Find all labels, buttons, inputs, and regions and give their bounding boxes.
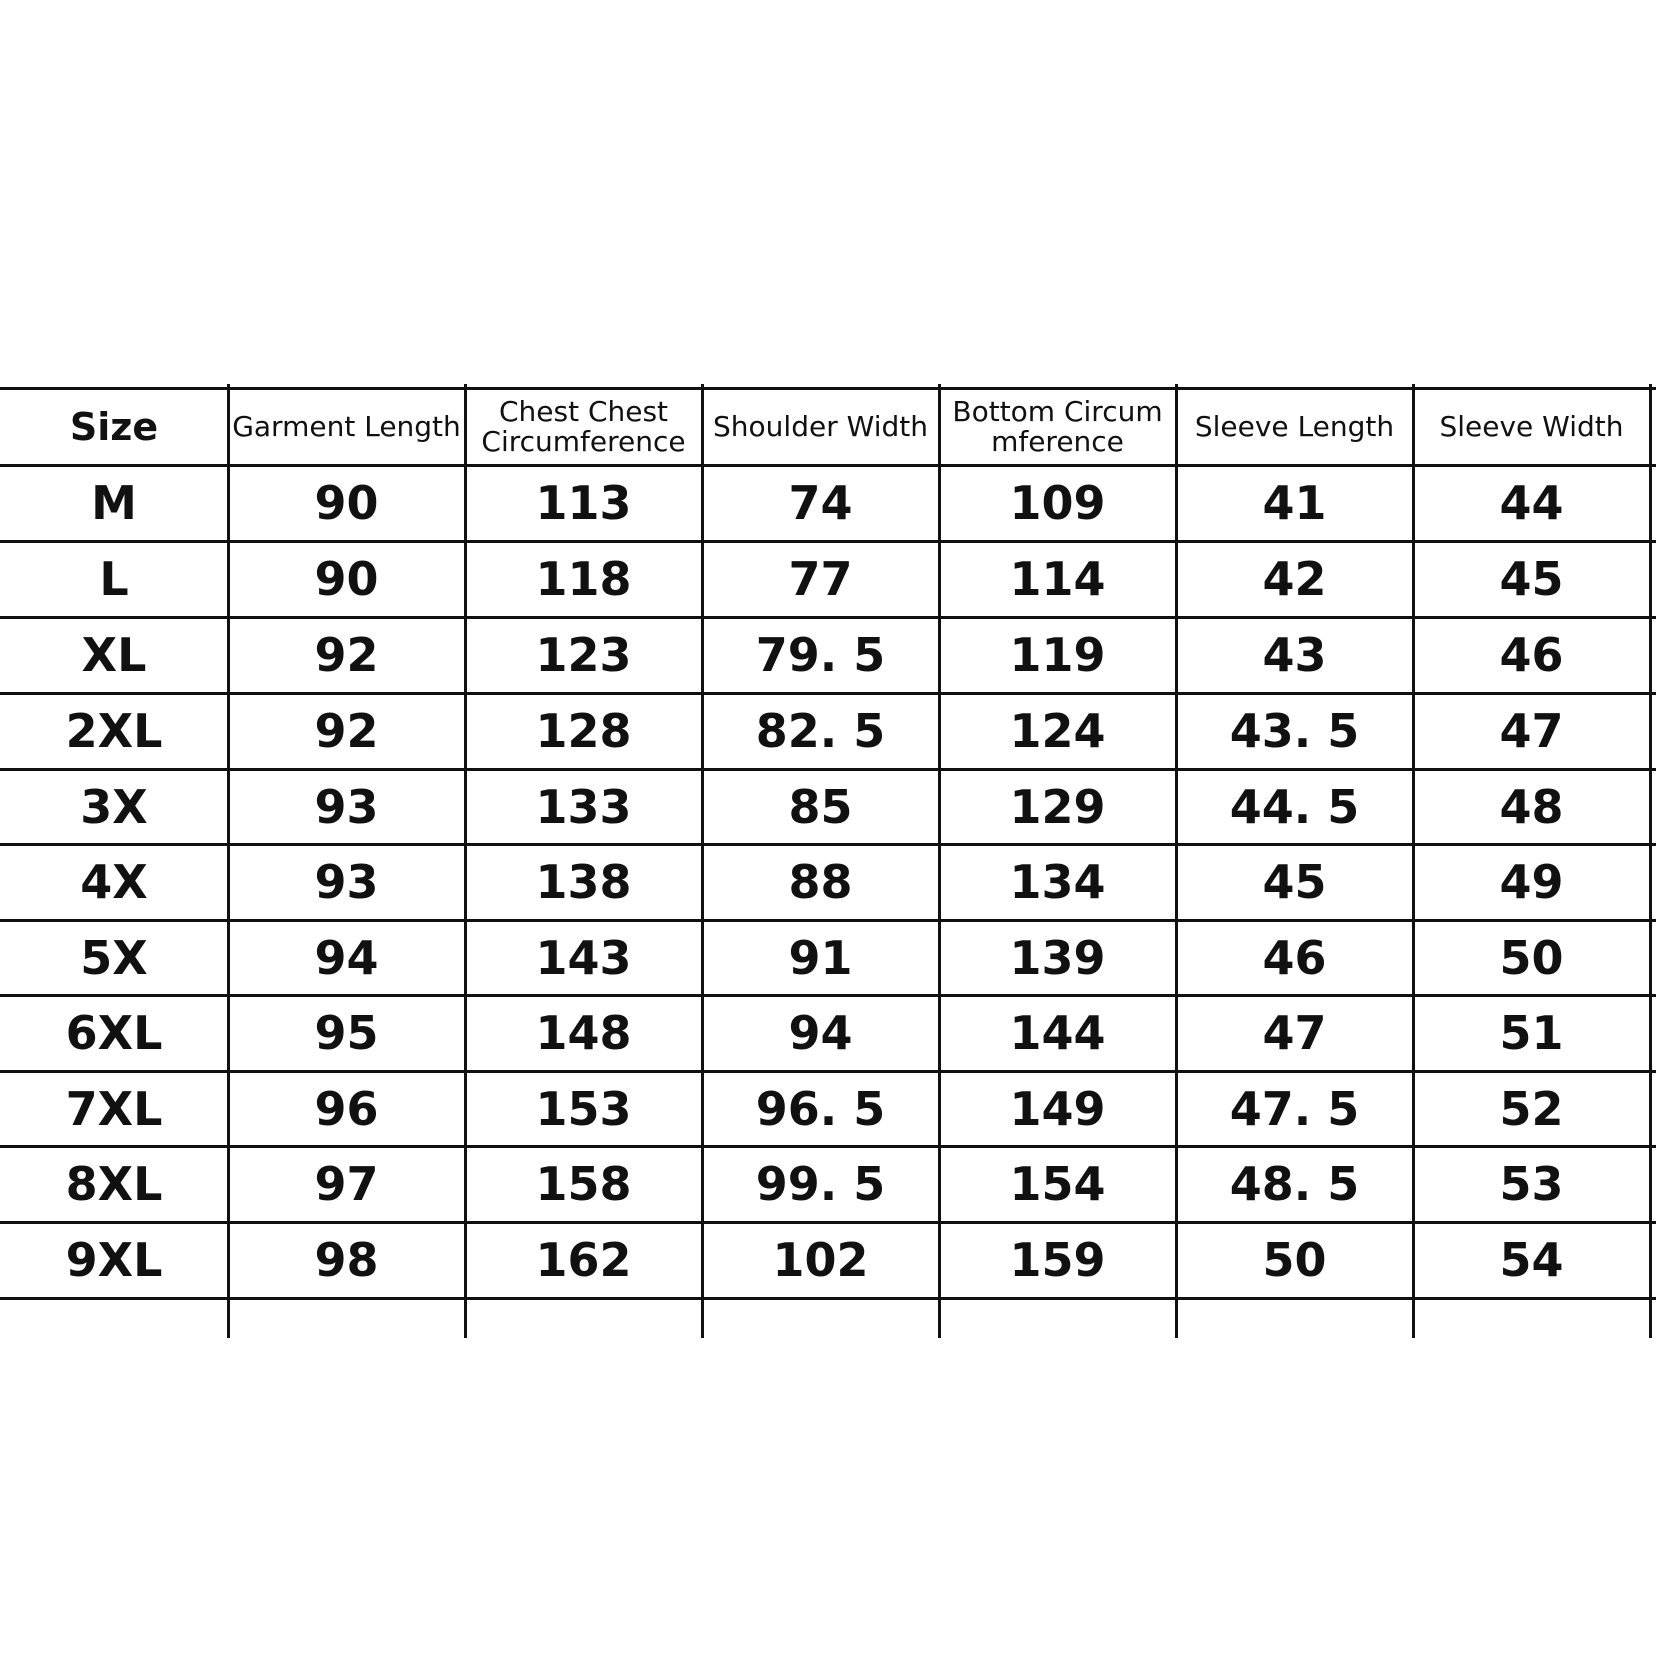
measurement-cell: 90 <box>314 552 379 606</box>
measurement-cell: 123 <box>535 628 632 682</box>
measurement-cell: 53 <box>1499 1157 1564 1211</box>
measurement-cell: 46 <box>1499 628 1564 682</box>
measurement-cell: 51 <box>1499 1006 1564 1060</box>
measurement-cell: 79. 5 <box>755 628 886 682</box>
size-label-cell: M <box>91 476 137 530</box>
column-header-line: Bottom Circum <box>952 394 1163 428</box>
measurement-cell: 139 <box>1009 930 1106 985</box>
size-label-cell: 3X <box>80 779 148 834</box>
measurement-cell: 52 <box>1499 1081 1564 1136</box>
measurement-cell: 162 <box>535 1233 632 1287</box>
measurement-cell: 45 <box>1262 855 1327 909</box>
column-header-line: Chest Chest <box>498 394 669 428</box>
measurement-cell: 153 <box>535 1081 632 1136</box>
column-header-line: Sleeve Width <box>1439 409 1624 443</box>
measurement-cell: 85 <box>788 779 853 834</box>
column-header <box>228 388 465 465</box>
size-label-cell: L <box>99 552 129 606</box>
measurement-cell: 43. 5 <box>1229 704 1360 758</box>
measurement-cell: 138 <box>535 855 632 909</box>
size-label-cell: 8XL <box>65 1157 163 1211</box>
measurement-cell: 82. 5 <box>755 704 886 758</box>
measurement-cell: 93 <box>314 855 379 909</box>
size-label-cell: 5X <box>80 930 148 985</box>
measurement-cell: 133 <box>535 779 632 834</box>
measurement-cell: 96 <box>314 1081 379 1136</box>
measurement-cell: 94 <box>788 1006 853 1060</box>
measurement-cell: 149 <box>1009 1081 1106 1136</box>
column-header-line: Size <box>69 404 159 449</box>
measurement-cell: 41 <box>1262 476 1327 530</box>
column-header-line: Circumference <box>481 424 686 458</box>
measurement-cell: 119 <box>1009 628 1106 682</box>
measurement-cell: 109 <box>1009 476 1106 530</box>
measurement-cell: 97 <box>314 1157 379 1211</box>
measurement-cell: 47. 5 <box>1229 1081 1360 1136</box>
measurement-cell: 91 <box>788 930 853 985</box>
size-label-cell: 2XL <box>65 704 163 758</box>
measurement-cell: 99. 5 <box>755 1157 886 1211</box>
measurement-cell: 124 <box>1009 704 1106 758</box>
measurement-cell: 45 <box>1499 552 1564 606</box>
size-label-cell: 6XL <box>65 1006 163 1060</box>
column-header-line: mference <box>991 424 1124 458</box>
measurement-cell: 95 <box>314 1006 379 1060</box>
column-header-line: Garment Length <box>232 409 461 443</box>
measurement-cell: 154 <box>1009 1157 1106 1211</box>
measurement-cell: 114 <box>1009 552 1106 606</box>
measurement-cell: 159 <box>1009 1233 1106 1287</box>
measurement-cell: 96. 5 <box>755 1081 886 1136</box>
measurement-cell: 88 <box>788 855 853 909</box>
measurement-cell: 50 <box>1499 930 1564 985</box>
measurement-cell: 44 <box>1499 476 1564 530</box>
measurement-cell: 46 <box>1262 930 1327 985</box>
measurement-cell: 47 <box>1499 704 1564 758</box>
measurement-cell: 44. 5 <box>1229 779 1360 834</box>
measurement-cell: 129 <box>1009 779 1106 834</box>
column-header-line: Shoulder Width <box>713 409 928 443</box>
measurement-cell: 158 <box>535 1157 632 1211</box>
measurement-cell: 134 <box>1009 855 1106 909</box>
measurement-cell: 94 <box>314 930 379 985</box>
column-header <box>702 388 939 465</box>
column-header <box>465 388 702 465</box>
size-label-cell: 4X <box>80 855 148 909</box>
measurement-cell: 113 <box>535 476 632 530</box>
measurement-cell: 50 <box>1262 1233 1327 1287</box>
column-header <box>1413 388 1650 465</box>
size-label-cell: XL <box>81 628 147 682</box>
measurement-cell: 42 <box>1262 552 1327 606</box>
measurement-cell: 90 <box>314 476 379 530</box>
measurement-cell: 98 <box>314 1233 379 1287</box>
measurement-cell: 143 <box>535 930 632 985</box>
column-header <box>0 388 228 465</box>
measurement-cell: 54 <box>1499 1233 1564 1287</box>
measurement-cell: 47 <box>1262 1006 1327 1060</box>
measurement-cell: 118 <box>535 552 632 606</box>
size-label-cell: 9XL <box>65 1233 163 1287</box>
measurement-cell: 74 <box>788 476 853 530</box>
measurement-cell: 48. 5 <box>1229 1157 1360 1211</box>
measurement-cell: 128 <box>535 704 632 758</box>
column-header <box>1176 388 1413 465</box>
measurement-cell: 77 <box>788 552 853 606</box>
measurement-cell: 144 <box>1009 1006 1106 1060</box>
measurement-cell: 48 <box>1499 779 1564 834</box>
measurement-cell: 49 <box>1499 855 1564 909</box>
measurement-cell: 92 <box>314 704 379 758</box>
measurement-cell: 148 <box>535 1006 632 1060</box>
measurement-cell: 43 <box>1262 628 1327 682</box>
measurement-cell: 92 <box>314 628 379 682</box>
column-header-line: Sleeve Length <box>1194 409 1395 443</box>
measurement-cell: 93 <box>314 779 379 834</box>
measurement-cell: 102 <box>772 1233 869 1287</box>
size-label-cell: 7XL <box>65 1081 163 1136</box>
column-header <box>939 388 1176 465</box>
